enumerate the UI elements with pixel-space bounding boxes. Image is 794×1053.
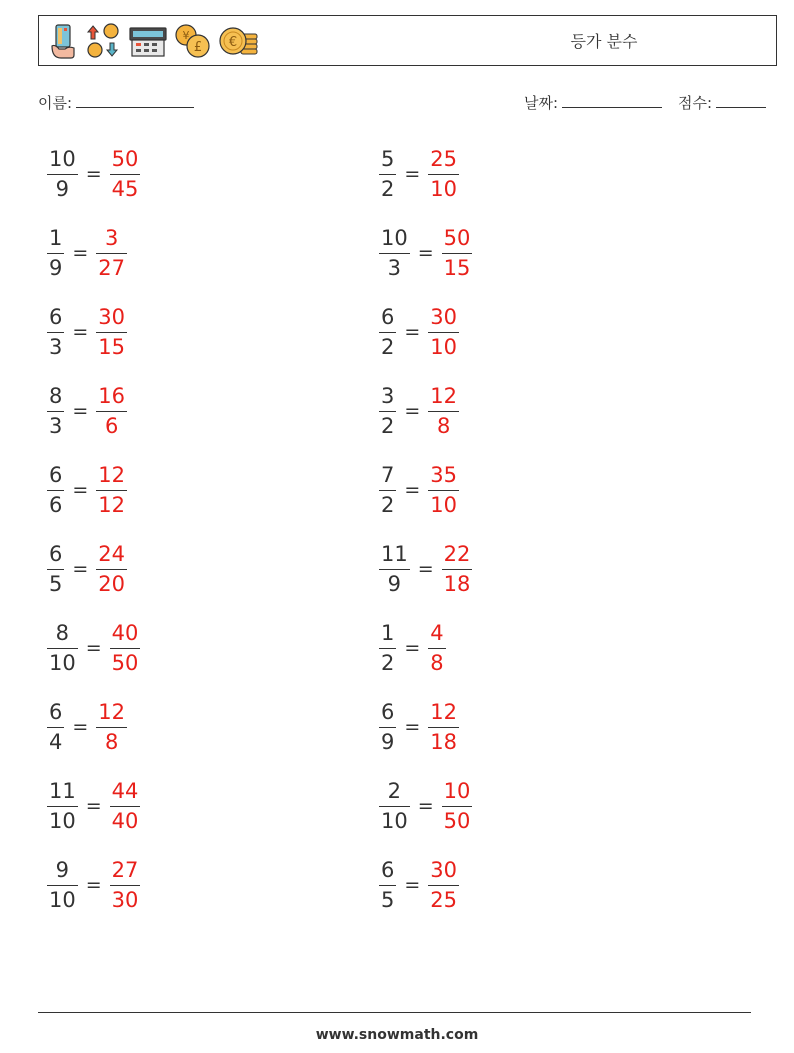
problem-item [379, 458, 459, 522]
given-numerator: 11 [49, 778, 76, 803]
given-fraction [379, 146, 396, 201]
answer-numerator: 24 [98, 541, 126, 566]
given-numerator: 1 [49, 225, 63, 250]
answer-denominator: 50 [111, 650, 139, 675]
given-denominator: 3 [49, 334, 63, 359]
given-numerator: 6 [49, 462, 63, 487]
yen-pound-coins-icon [173, 22, 213, 60]
answer-fraction [428, 383, 459, 438]
given-denominator: 2 [381, 334, 395, 359]
equals-sign: = [404, 637, 421, 659]
given-denominator: 3 [49, 413, 63, 438]
answer-numerator: 50 [443, 225, 471, 250]
equals-sign: = [85, 637, 102, 659]
problem-item [47, 379, 127, 443]
answer-numerator: 27 [111, 857, 139, 882]
given-denominator: 10 [49, 808, 76, 833]
answer-fraction [96, 225, 127, 280]
name-input-line[interactable] [76, 93, 194, 108]
answer-numerator: 12 [98, 699, 126, 724]
given-numerator: 6 [381, 699, 395, 724]
answer-denominator: 8 [436, 413, 451, 438]
given-denominator: 2 [381, 413, 395, 438]
given-numerator: 11 [381, 541, 408, 566]
given-fraction [379, 304, 396, 359]
problem-item [47, 221, 127, 285]
header-icons [47, 22, 261, 60]
answer-fraction [96, 541, 127, 596]
given-fraction [47, 620, 78, 675]
answer-denominator: 8 [430, 650, 444, 675]
given-fraction [47, 304, 64, 359]
given-fraction [379, 225, 410, 280]
equals-sign: = [72, 321, 89, 343]
equals-sign: = [85, 795, 102, 817]
given-denominator: 9 [49, 255, 63, 280]
score-label: 점수: [678, 94, 713, 112]
given-fraction [47, 857, 78, 912]
answer-numerator: 35 [430, 462, 458, 487]
date-field [524, 92, 662, 113]
answer-denominator: 10 [430, 176, 458, 201]
given-numerator: 10 [381, 225, 408, 250]
svg-text:£: £ [193, 40, 203, 55]
answer-denominator: 18 [430, 729, 458, 754]
answer-fraction [428, 699, 459, 754]
given-fraction [379, 857, 396, 912]
given-denominator: 2 [381, 176, 395, 201]
answer-fraction [428, 857, 459, 912]
problem-item [47, 695, 127, 759]
given-numerator: 3 [381, 383, 395, 408]
answer-denominator: 20 [98, 571, 126, 596]
equals-sign: = [404, 874, 421, 896]
problem-item [379, 221, 472, 285]
given-denominator: 9 [387, 571, 402, 596]
given-fraction [379, 620, 396, 675]
answer-denominator: 50 [443, 808, 471, 833]
answer-fraction [442, 225, 473, 280]
problem-item [47, 774, 140, 838]
answer-fraction [428, 462, 459, 517]
answer-denominator: 15 [443, 255, 471, 280]
problem-item [379, 537, 472, 601]
answer-fraction [110, 778, 141, 833]
given-denominator: 2 [381, 492, 395, 517]
problem-item [379, 300, 459, 364]
given-fraction [47, 541, 64, 596]
problem-item [379, 616, 446, 680]
answer-numerator: 30 [430, 857, 458, 882]
cash-register-icon [127, 22, 169, 60]
answer-fraction [96, 304, 127, 359]
given-numerator: 1 [381, 620, 395, 645]
hand-card-icon [47, 22, 81, 60]
answer-fraction [442, 541, 473, 596]
given-denominator: 9 [55, 176, 70, 201]
equals-sign: = [417, 558, 434, 580]
equals-sign: = [404, 479, 421, 501]
answer-denominator: 27 [98, 255, 126, 280]
given-numerator: 2 [387, 778, 402, 803]
answer-denominator: 8 [104, 729, 119, 754]
answer-numerator: 4 [430, 620, 444, 645]
problem-item [379, 379, 459, 443]
footer-url: www.snowmath.com [315, 1027, 479, 1043]
given-denominator: 6 [49, 492, 63, 517]
given-denominator: 3 [387, 255, 402, 280]
answer-fraction [96, 699, 127, 754]
given-numerator: 9 [55, 857, 70, 882]
problem-item [379, 853, 459, 917]
answer-fraction [110, 857, 141, 912]
given-numerator: 8 [55, 620, 70, 645]
given-numerator: 6 [49, 541, 63, 566]
equals-sign: = [404, 321, 421, 343]
euro-coins-icon [217, 22, 261, 60]
score-field [678, 92, 766, 113]
given-numerator: 6 [49, 699, 63, 724]
answer-fraction [96, 462, 127, 517]
equals-sign: = [404, 400, 421, 422]
equals-sign: = [417, 795, 434, 817]
given-numerator: 6 [49, 304, 63, 329]
given-numerator: 6 [381, 857, 395, 882]
problem-item [47, 458, 127, 522]
answer-denominator: 15 [98, 334, 126, 359]
answer-fraction [428, 620, 445, 675]
answer-denominator: 25 [430, 887, 458, 912]
problem-item [47, 616, 140, 680]
answer-fraction [428, 146, 459, 201]
answer-denominator: 45 [111, 176, 139, 201]
footer-divider [38, 1012, 751, 1013]
answer-fraction [96, 383, 127, 438]
answer-numerator: 3 [104, 225, 119, 250]
answer-numerator: 12 [430, 699, 458, 724]
score-input-line[interactable] [716, 93, 766, 108]
answer-numerator: 22 [443, 541, 471, 566]
given-denominator: 9 [381, 729, 395, 754]
given-denominator: 10 [49, 650, 76, 675]
problem-item [379, 142, 459, 206]
answer-denominator: 12 [98, 492, 126, 517]
equals-sign: = [72, 479, 89, 501]
answer-denominator: 6 [104, 413, 119, 438]
answer-numerator: 12 [98, 462, 126, 487]
given-numerator: 6 [381, 304, 395, 329]
given-fraction [47, 146, 78, 201]
equals-sign: = [85, 163, 102, 185]
given-denominator: 10 [49, 887, 76, 912]
date-label: 날짜: [524, 94, 559, 112]
given-numerator: 5 [381, 146, 395, 171]
given-numerator: 8 [49, 383, 63, 408]
given-fraction [47, 225, 64, 280]
answer-numerator: 44 [111, 778, 139, 803]
answer-denominator: 30 [111, 887, 139, 912]
answer-numerator: 12 [430, 383, 458, 408]
given-numerator: 10 [49, 146, 76, 171]
header-box [38, 15, 777, 66]
answer-fraction [110, 146, 141, 201]
given-fraction [379, 699, 396, 754]
given-fraction [47, 462, 64, 517]
equals-sign: = [404, 716, 421, 738]
given-denominator: 4 [49, 729, 63, 754]
given-fraction [47, 699, 64, 754]
equals-sign: = [85, 874, 102, 896]
answer-numerator: 30 [430, 304, 458, 329]
answer-numerator: 10 [443, 778, 471, 803]
date-input-line[interactable] [562, 93, 662, 108]
coin-exchange-icon [85, 22, 123, 60]
answer-denominator: 18 [443, 571, 471, 596]
equals-sign: = [72, 558, 89, 580]
problem-item [379, 695, 459, 759]
svg-text:€: € [228, 35, 238, 50]
equals-sign: = [72, 400, 89, 422]
given-fraction [379, 462, 396, 517]
answer-fraction [442, 778, 473, 833]
given-fraction [379, 778, 410, 833]
answer-fraction [428, 304, 459, 359]
given-fraction [379, 383, 396, 438]
equals-sign: = [72, 242, 89, 264]
given-numerator: 7 [381, 462, 395, 487]
given-denominator: 5 [49, 571, 63, 596]
problem-item [379, 774, 472, 838]
page-title: 등가 분수 [570, 32, 638, 51]
answer-numerator: 40 [111, 620, 139, 645]
answer-numerator: 25 [430, 146, 458, 171]
svg-text:¥: ¥ [182, 29, 190, 42]
problem-item [47, 537, 127, 601]
answer-fraction [110, 620, 141, 675]
name-label: 이름: [38, 94, 73, 112]
answer-numerator: 30 [98, 304, 126, 329]
equals-sign: = [417, 242, 434, 264]
answer-denominator: 10 [430, 492, 458, 517]
problem-item [47, 853, 140, 917]
given-fraction [47, 383, 64, 438]
equals-sign: = [72, 716, 89, 738]
given-fraction [47, 778, 78, 833]
given-denominator: 5 [381, 887, 395, 912]
answer-denominator: 10 [430, 334, 458, 359]
name-field [38, 92, 194, 113]
equals-sign: = [404, 163, 421, 185]
answer-denominator: 40 [111, 808, 139, 833]
given-denominator: 2 [381, 650, 395, 675]
answer-numerator: 16 [98, 383, 126, 408]
given-fraction [379, 541, 410, 596]
given-denominator: 10 [381, 808, 408, 833]
problem-item [47, 142, 140, 206]
problem-item [47, 300, 127, 364]
answer-numerator: 50 [111, 146, 139, 171]
